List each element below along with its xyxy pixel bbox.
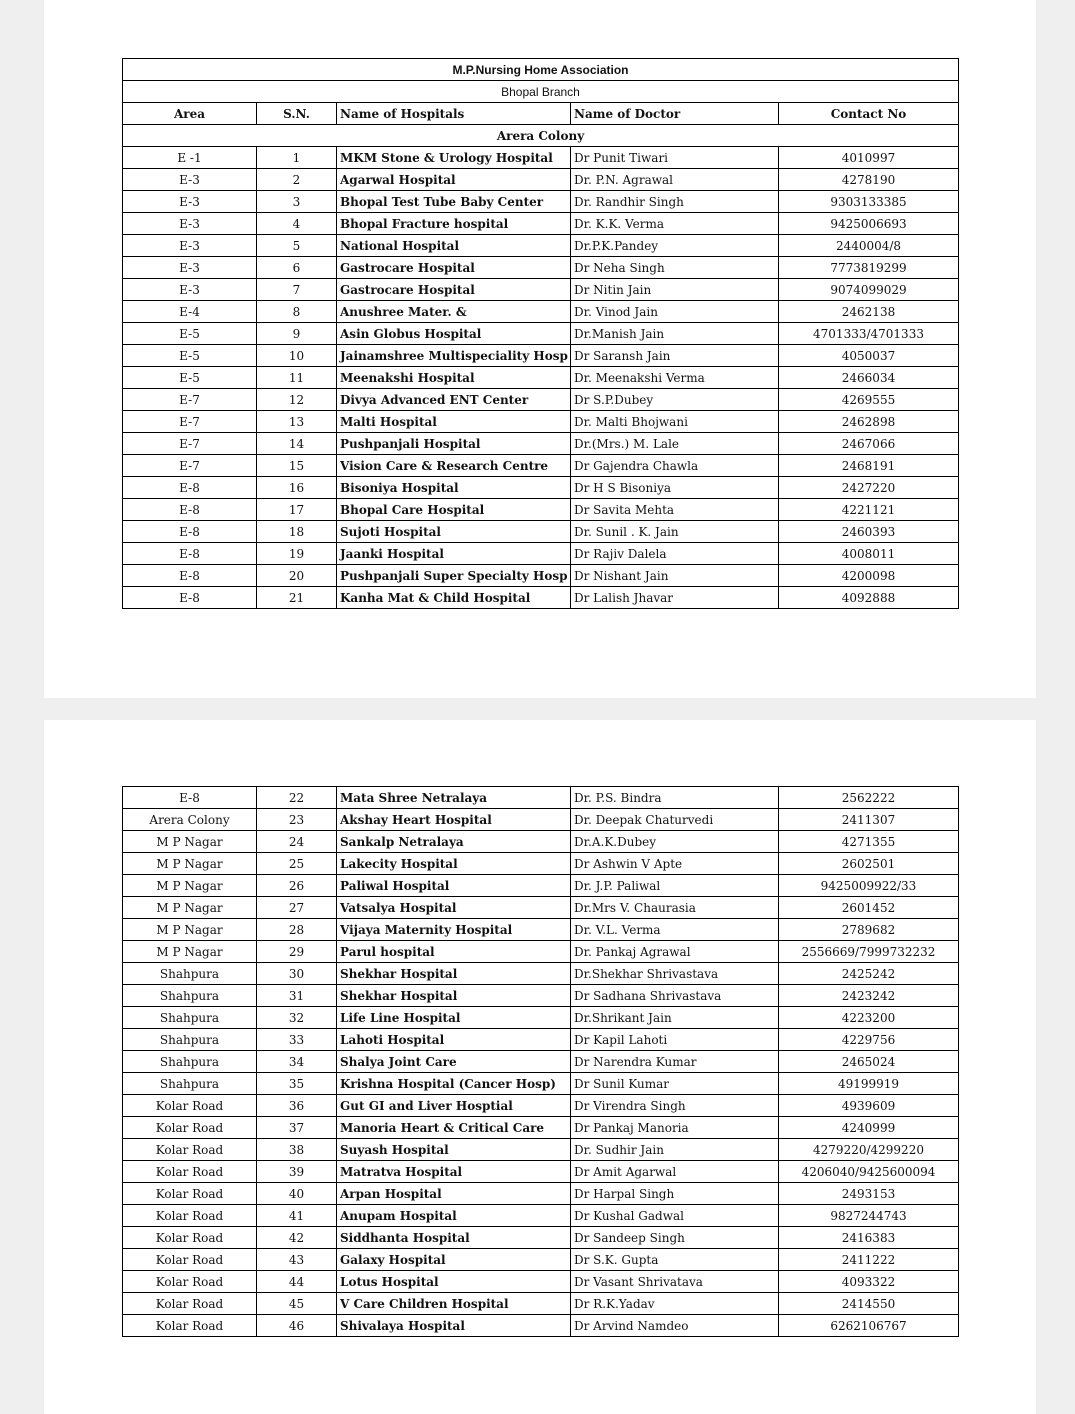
area-cell: Kolar Road: [123, 1293, 257, 1315]
hospital-cell: Gastrocare Hospital: [337, 257, 571, 279]
serial-cell: 21: [257, 587, 337, 609]
area-cell: E-7: [123, 389, 257, 411]
hospital-cell: Sujoti Hospital: [337, 521, 571, 543]
doctor-cell: Dr.A.K.Dubey: [571, 831, 779, 853]
contact-cell: 4269555: [779, 389, 959, 411]
area-cell: E-5: [123, 345, 257, 367]
doctor-cell: Dr Punit Tiwari: [571, 147, 779, 169]
contact-cell: 4093322: [779, 1271, 959, 1293]
hospital-cell: Bhopal Test Tube Baby Center: [337, 191, 571, 213]
doctor-cell: Dr. Malti Bhojwani: [571, 411, 779, 433]
area-cell: Shahpura: [123, 985, 257, 1007]
serial-cell: 22: [257, 787, 337, 809]
contact-cell: 2416383: [779, 1227, 959, 1249]
hospital-cell: National Hospital: [337, 235, 571, 257]
header-doctor: Name of Doctor: [571, 103, 779, 125]
table-row: [123, 1161, 959, 1183]
table-row: [123, 345, 959, 367]
doctor-cell: Dr. Sudhir Jain: [571, 1139, 779, 1161]
contact-cell: 4008011: [779, 543, 959, 565]
doctor-cell: Dr. Pankaj Agrawal: [571, 941, 779, 963]
table-row: [123, 1227, 959, 1249]
contact-cell: 2562222: [779, 787, 959, 809]
serial-cell: 11: [257, 367, 337, 389]
serial-cell: 6: [257, 257, 337, 279]
doctor-cell: Dr Ashwin V Apte: [571, 853, 779, 875]
serial-cell: 31: [257, 985, 337, 1007]
table-row: [123, 1007, 959, 1029]
serial-cell: 36: [257, 1095, 337, 1117]
hospital-cell: Sankalp Netralaya: [337, 831, 571, 853]
area-cell: E-5: [123, 323, 257, 345]
hospital-cell: Siddhanta Hospital: [337, 1227, 571, 1249]
table-row: [123, 1095, 959, 1117]
serial-cell: 10: [257, 345, 337, 367]
contact-cell: 2427220: [779, 477, 959, 499]
serial-cell: 27: [257, 897, 337, 919]
hospital-cell: MKM Stone & Urology Hospital: [337, 147, 571, 169]
hospital-cell: Arpan Hospital: [337, 1183, 571, 1205]
doctor-cell: Dr.P.K.Pandey: [571, 235, 779, 257]
table-row: [123, 213, 959, 235]
contact-cell: 49199919: [779, 1073, 959, 1095]
doctor-cell: Dr Gajendra Chawla: [571, 455, 779, 477]
area-cell: E-8: [123, 543, 257, 565]
hospital-cell: Manoria Heart & Critical Care: [337, 1117, 571, 1139]
serial-cell: 19: [257, 543, 337, 565]
area-cell: Kolar Road: [123, 1183, 257, 1205]
serial-cell: 40: [257, 1183, 337, 1205]
page-1: [44, 0, 1036, 698]
hospital-cell: Agarwal Hospital: [337, 169, 571, 191]
doctor-cell: Dr Rajiv Dalela: [571, 543, 779, 565]
area-cell: E-3: [123, 235, 257, 257]
table-row: [123, 875, 959, 897]
hospital-cell: Life Line Hospital: [337, 1007, 571, 1029]
doctor-cell: Dr Nitin Jain: [571, 279, 779, 301]
contact-cell: 9425009922/33: [779, 875, 959, 897]
serial-cell: 12: [257, 389, 337, 411]
doctor-cell: Dr Lalish Jhavar: [571, 587, 779, 609]
hospital-cell: Vijaya Maternity Hospital: [337, 919, 571, 941]
table-row: [123, 963, 959, 985]
doctor-cell: Dr. Sunil . K. Jain: [571, 521, 779, 543]
area-cell: E-7: [123, 411, 257, 433]
contact-cell: 6262106767: [779, 1315, 959, 1337]
doctor-cell: Dr.(Mrs.) M. Lale: [571, 433, 779, 455]
hospital-cell: Gut GI and Liver Hosptial: [337, 1095, 571, 1117]
contact-cell: 2466034: [779, 367, 959, 389]
table-row: [123, 897, 959, 919]
doctor-cell: Dr. K.K. Verma: [571, 213, 779, 235]
contact-cell: 9074099029: [779, 279, 959, 301]
hospital-cell: Asin Globus Hospital: [337, 323, 571, 345]
header-hospital: Name of Hospitals: [337, 103, 571, 125]
hospital-cell: Jaanki Hospital: [337, 543, 571, 565]
serial-cell: 30: [257, 963, 337, 985]
doctor-cell: Dr Savita Mehta: [571, 499, 779, 521]
table-row: [123, 1183, 959, 1205]
hospital-cell: Akshay Heart Hospital: [337, 809, 571, 831]
table-row: [123, 1117, 959, 1139]
hospital-cell: Lahoti Hospital: [337, 1029, 571, 1051]
table-row: [123, 521, 959, 543]
section-title: Arera Colony: [123, 125, 959, 147]
serial-cell: 2: [257, 169, 337, 191]
table-row: [123, 853, 959, 875]
doctor-cell: Dr. J.P. Paliwal: [571, 875, 779, 897]
table-row: [123, 1271, 959, 1293]
table-row: [123, 565, 959, 587]
table-row: [123, 1029, 959, 1051]
area-cell: Shahpura: [123, 1007, 257, 1029]
area-cell: Kolar Road: [123, 1205, 257, 1227]
hospital-cell: V Care Children Hospital: [337, 1293, 571, 1315]
contact-cell: 4010997: [779, 147, 959, 169]
hospital-cell: Krishna Hospital (Cancer Hosp): [337, 1073, 571, 1095]
hospital-cell: Bhopal Fracture hospital: [337, 213, 571, 235]
doctor-cell: Dr Virendra Singh: [571, 1095, 779, 1117]
hospital-cell: Paliwal Hospital: [337, 875, 571, 897]
serial-cell: 35: [257, 1073, 337, 1095]
branch-name: Bhopal Branch: [123, 81, 959, 103]
contact-cell: 2601452: [779, 897, 959, 919]
doctor-cell: Dr S.K. Gupta: [571, 1249, 779, 1271]
doctor-cell: Dr. V.L. Verma: [571, 919, 779, 941]
contact-cell: 7773819299: [779, 257, 959, 279]
serial-cell: 34: [257, 1051, 337, 1073]
area-cell: Kolar Road: [123, 1095, 257, 1117]
area-cell: E-7: [123, 455, 257, 477]
serial-cell: 16: [257, 477, 337, 499]
contact-cell: 4200098: [779, 565, 959, 587]
hospital-cell: Anupam Hospital: [337, 1205, 571, 1227]
table-row: [123, 1315, 959, 1337]
area-cell: Kolar Road: [123, 1161, 257, 1183]
contact-cell: 9827244743: [779, 1205, 959, 1227]
contact-cell: 2414550: [779, 1293, 959, 1315]
doctor-cell: Dr. Randhir Singh: [571, 191, 779, 213]
contact-cell: 2440004/8: [779, 235, 959, 257]
doctor-cell: Dr. Meenakshi Verma: [571, 367, 779, 389]
serial-cell: 43: [257, 1249, 337, 1271]
table-row: [123, 543, 959, 565]
serial-cell: 15: [257, 455, 337, 477]
area-cell: M P Nagar: [123, 919, 257, 941]
table-row: [123, 301, 959, 323]
area-cell: E-5: [123, 367, 257, 389]
serial-cell: 33: [257, 1029, 337, 1051]
serial-cell: 18: [257, 521, 337, 543]
doctor-cell: Dr Neha Singh: [571, 257, 779, 279]
page-2: [44, 720, 1036, 1414]
hospital-cell: Parul hospital: [337, 941, 571, 963]
doctor-cell: Dr Saransh Jain: [571, 345, 779, 367]
table-row: [123, 831, 959, 853]
area-cell: Shahpura: [123, 963, 257, 985]
header-contact: Contact No: [779, 103, 959, 125]
hospital-cell: Gastrocare Hospital: [337, 279, 571, 301]
doctor-cell: Dr Sandeep Singh: [571, 1227, 779, 1249]
hospital-cell: Kanha Mat & Child Hospital: [337, 587, 571, 609]
document-title: M.P.Nursing Home Association: [123, 59, 959, 81]
hospital-cell: Shekhar Hospital: [337, 985, 571, 1007]
hospital-cell: Matratva Hospital: [337, 1161, 571, 1183]
table-row: [123, 1205, 959, 1227]
doctor-cell: Dr.Shrikant Jain: [571, 1007, 779, 1029]
contact-cell: 2602501: [779, 853, 959, 875]
table-row: [123, 809, 959, 831]
serial-cell: 8: [257, 301, 337, 323]
serial-cell: 9: [257, 323, 337, 345]
contact-cell: 4221121: [779, 499, 959, 521]
table-row: [123, 587, 959, 609]
doctor-cell: Dr S.P.Dubey: [571, 389, 779, 411]
doctor-cell: Dr. P.S. Bindra: [571, 787, 779, 809]
doctor-cell: Dr Nishant Jain: [571, 565, 779, 587]
table-row: [123, 411, 959, 433]
table-row: [123, 147, 959, 169]
hospital-table-page-1: [122, 58, 959, 609]
contact-cell: 2411307: [779, 809, 959, 831]
doctor-cell: Dr. Deepak Chaturvedi: [571, 809, 779, 831]
area-cell: E-3: [123, 169, 257, 191]
table-row: [123, 433, 959, 455]
contact-cell: 2425242: [779, 963, 959, 985]
area-cell: Shahpura: [123, 1029, 257, 1051]
hospital-cell: Shekhar Hospital: [337, 963, 571, 985]
serial-cell: 37: [257, 1117, 337, 1139]
area-cell: E-8: [123, 787, 257, 809]
doctor-cell: Dr. P.N. Agrawal: [571, 169, 779, 191]
contact-cell: 4701333/4701333: [779, 323, 959, 345]
contact-cell: 2411222: [779, 1249, 959, 1271]
serial-cell: 38: [257, 1139, 337, 1161]
serial-cell: 3: [257, 191, 337, 213]
area-cell: E-8: [123, 477, 257, 499]
doctor-cell: Dr Sadhana Shrivastava: [571, 985, 779, 1007]
contact-cell: 4206040/9425600094: [779, 1161, 959, 1183]
contact-cell: 2556669/7999732232: [779, 941, 959, 963]
doctor-cell: Dr.Shekhar Shrivastava: [571, 963, 779, 985]
hospital-cell: Anushree Mater. &: [337, 301, 571, 323]
serial-cell: 13: [257, 411, 337, 433]
contact-cell: 4279220/4299220: [779, 1139, 959, 1161]
area-cell: E-3: [123, 191, 257, 213]
doctor-cell: Dr Sunil Kumar: [571, 1073, 779, 1095]
table-row: [123, 257, 959, 279]
serial-cell: 41: [257, 1205, 337, 1227]
area-cell: Kolar Road: [123, 1315, 257, 1337]
contact-cell: 2468191: [779, 455, 959, 477]
contact-cell: 2465024: [779, 1051, 959, 1073]
area-cell: E-8: [123, 499, 257, 521]
serial-cell: 32: [257, 1007, 337, 1029]
doctor-cell: Dr Amit Agarwal: [571, 1161, 779, 1183]
table-row: [123, 919, 959, 941]
area-cell: E-3: [123, 279, 257, 301]
contact-cell: 2462898: [779, 411, 959, 433]
area-cell: Shahpura: [123, 1051, 257, 1073]
area-cell: Arera Colony: [123, 809, 257, 831]
area-cell: Kolar Road: [123, 1249, 257, 1271]
table-row: [123, 169, 959, 191]
serial-cell: 20: [257, 565, 337, 587]
table-row: [123, 389, 959, 411]
serial-cell: 1: [257, 147, 337, 169]
hospital-table-page-2: [122, 786, 959, 1337]
contact-cell: 9425006693: [779, 213, 959, 235]
hospital-cell: Bhopal Care Hospital: [337, 499, 571, 521]
doctor-cell: Dr Narendra Kumar: [571, 1051, 779, 1073]
hospital-cell: Mata Shree Netralaya: [337, 787, 571, 809]
table-row: [123, 1051, 959, 1073]
area-cell: Shahpura: [123, 1073, 257, 1095]
contact-cell: 2493153: [779, 1183, 959, 1205]
doctor-cell: Dr Kapil Lahoti: [571, 1029, 779, 1051]
serial-cell: 23: [257, 809, 337, 831]
hospital-cell: Pushpanjali Super Specialty Hosp: [337, 565, 571, 587]
serial-cell: 39: [257, 1161, 337, 1183]
serial-cell: 42: [257, 1227, 337, 1249]
area-cell: E-8: [123, 587, 257, 609]
hospital-cell: Shalya Joint Care: [337, 1051, 571, 1073]
serial-cell: 7: [257, 279, 337, 301]
table-row: [123, 477, 959, 499]
serial-cell: 45: [257, 1293, 337, 1315]
area-cell: Kolar Road: [123, 1271, 257, 1293]
hospital-cell: Bisoniya Hospital: [337, 477, 571, 499]
area-cell: E-8: [123, 521, 257, 543]
table-row: [123, 323, 959, 345]
area-cell: E-3: [123, 213, 257, 235]
contact-cell: 2423242: [779, 985, 959, 1007]
area-cell: E -1: [123, 147, 257, 169]
doctor-cell: Dr.Mrs V. Chaurasia: [571, 897, 779, 919]
table-row: [123, 985, 959, 1007]
serial-cell: 17: [257, 499, 337, 521]
doctor-cell: Dr Vasant Shrivatava: [571, 1271, 779, 1293]
hospital-cell: Lotus Hospital: [337, 1271, 571, 1293]
table-row: [123, 279, 959, 301]
header-sn: S.N.: [257, 103, 337, 125]
doctor-cell: Dr.Manish Jain: [571, 323, 779, 345]
contact-cell: 2460393: [779, 521, 959, 543]
hospital-cell: Pushpanjali Hospital: [337, 433, 571, 455]
doctor-cell: Dr H S Bisoniya: [571, 477, 779, 499]
header-area: Area: [123, 103, 257, 125]
hospital-cell: Divya Advanced ENT Center: [337, 389, 571, 411]
serial-cell: 25: [257, 853, 337, 875]
area-cell: M P Nagar: [123, 853, 257, 875]
area-cell: Kolar Road: [123, 1227, 257, 1249]
hospital-cell: Vatsalya Hospital: [337, 897, 571, 919]
doctor-cell: Dr. Vinod Jain: [571, 301, 779, 323]
table-row: [123, 235, 959, 257]
hospital-cell: Meenakshi Hospital: [337, 367, 571, 389]
area-cell: E-3: [123, 257, 257, 279]
contact-cell: 4223200: [779, 1007, 959, 1029]
hospital-cell: Shivalaya Hospital: [337, 1315, 571, 1337]
doctor-cell: Dr Harpal Singh: [571, 1183, 779, 1205]
table-row: [123, 1249, 959, 1271]
area-cell: M P Nagar: [123, 831, 257, 853]
table-row: [123, 1073, 959, 1095]
contact-cell: 4939609: [779, 1095, 959, 1117]
table-row: [123, 191, 959, 213]
contact-cell: 2467066: [779, 433, 959, 455]
contact-cell: 2789682: [779, 919, 959, 941]
hospital-cell: Vision Care & Research Centre: [337, 455, 571, 477]
table-row: [123, 499, 959, 521]
doctor-cell: Dr Arvind Namdeo: [571, 1315, 779, 1337]
serial-cell: 14: [257, 433, 337, 455]
table-row: [123, 787, 959, 809]
hospital-cell: Lakecity Hospital: [337, 853, 571, 875]
area-cell: M P Nagar: [123, 941, 257, 963]
table-row: [123, 367, 959, 389]
hospital-cell: Suyash Hospital: [337, 1139, 571, 1161]
table-row: [123, 941, 959, 963]
contact-cell: 2462138: [779, 301, 959, 323]
hospital-cell: Jainamshree Multispeciality Hosp: [337, 345, 571, 367]
contact-cell: 4240999: [779, 1117, 959, 1139]
serial-cell: 5: [257, 235, 337, 257]
contact-cell: 9303133385: [779, 191, 959, 213]
area-cell: M P Nagar: [123, 875, 257, 897]
area-cell: E-7: [123, 433, 257, 455]
doctor-cell: Dr Kushal Gadwal: [571, 1205, 779, 1227]
table-row: [123, 455, 959, 477]
area-cell: E-8: [123, 565, 257, 587]
hospital-cell: Malti Hospital: [337, 411, 571, 433]
serial-cell: 26: [257, 875, 337, 897]
hospital-cell: Galaxy Hospital: [337, 1249, 571, 1271]
column-header-row: [123, 103, 959, 125]
contact-cell: 4278190: [779, 169, 959, 191]
doctor-cell: Dr Pankaj Manoria: [571, 1117, 779, 1139]
contact-cell: 4271355: [779, 831, 959, 853]
contact-cell: 4050037: [779, 345, 959, 367]
area-cell: Kolar Road: [123, 1117, 257, 1139]
table-row: [123, 1139, 959, 1161]
doctor-cell: Dr R.K.Yadav: [571, 1293, 779, 1315]
serial-cell: 29: [257, 941, 337, 963]
contact-cell: 4229756: [779, 1029, 959, 1051]
serial-cell: 4: [257, 213, 337, 235]
area-cell: Kolar Road: [123, 1139, 257, 1161]
table-row: [123, 1293, 959, 1315]
branch-row: [123, 81, 959, 103]
serial-cell: 28: [257, 919, 337, 941]
area-cell: M P Nagar: [123, 897, 257, 919]
section-row: [123, 125, 959, 147]
serial-cell: 24: [257, 831, 337, 853]
serial-cell: 44: [257, 1271, 337, 1293]
area-cell: E-4: [123, 301, 257, 323]
serial-cell: 46: [257, 1315, 337, 1337]
title-row: [123, 59, 959, 81]
contact-cell: 4092888: [779, 587, 959, 609]
